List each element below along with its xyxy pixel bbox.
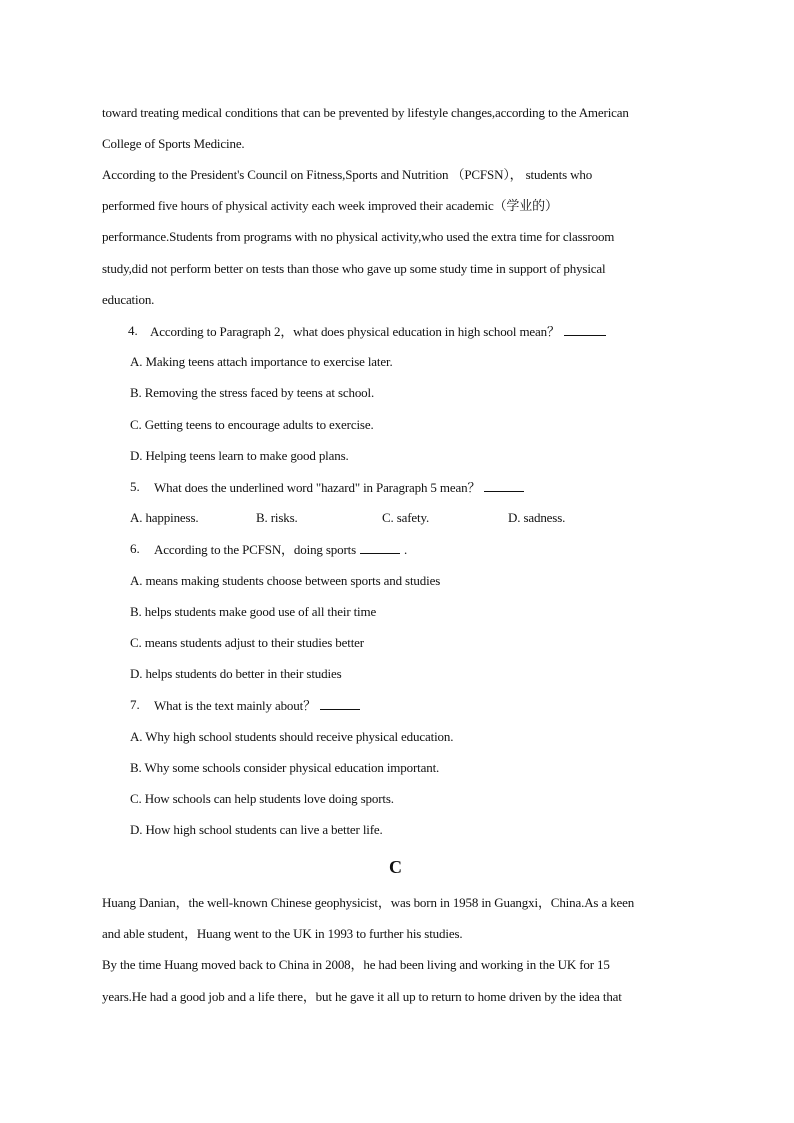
question-prompt: According to the PCFSN，doing sports — [154, 542, 357, 557]
question-text — [150, 322, 606, 341]
passage-line: years.He had a good job and a life there，but he gave it all up to return to home driven by the idea that — [102, 989, 622, 1004]
option-b: B. helps students make good use of all their time — [130, 604, 377, 619]
option-b: B. risks. — [256, 510, 298, 525]
answer-blank[interactable] — [360, 540, 400, 554]
option-c: C. means students adjust to their studies better — [130, 635, 364, 650]
passage-line: College of Sports Medicine. — [102, 136, 245, 151]
question-text — [154, 696, 360, 715]
passage-line: performed five hours of physical activity each week improved their academic（学业的） — [102, 198, 558, 213]
option-b: B. Removing the stress faced by teens at school. — [130, 385, 375, 400]
passage-line: performance.Students from programs with no physical activity,who used the extra time for classroom — [102, 229, 615, 244]
option-a: A. happiness. — [130, 510, 199, 525]
option-c: C. Getting teens to encourage adults to exercise. — [130, 417, 374, 432]
option-d: D. helps students do better in their studies — [130, 666, 342, 681]
passage-line: toward treating medical conditions that can be prevented by lifestyle changes,according to the American — [102, 105, 629, 120]
question-text — [154, 478, 524, 497]
passage-line: education. — [102, 292, 155, 307]
question-suffix: . — [404, 542, 408, 557]
option-a: A. Why high school students should receive physical education. — [130, 729, 454, 744]
option-c: C. safety. — [382, 510, 430, 525]
question-number: 6. — [130, 541, 140, 556]
option-d: D. Helping teens learn to make good plans. — [130, 448, 349, 463]
passage-line: study,did not perform better on tests than those who gave up some study time in support of physical — [102, 261, 606, 276]
option-d: D. sadness. — [508, 510, 566, 525]
answer-blank[interactable] — [564, 322, 606, 336]
option-a: A. Making teens attach importance to exercise later. — [130, 354, 393, 369]
option-c: C. How schools can help students love doing sports. — [130, 791, 394, 806]
option-d: D. How high school students can live a better life. — [130, 822, 383, 837]
passage-line: and able student，Huang went to the UK in 1993 to further his studies. — [102, 926, 463, 941]
answer-blank[interactable] — [484, 478, 524, 492]
option-a: A. means making students choose between sports and studies — [130, 573, 441, 588]
question-number: 4. — [128, 323, 138, 338]
passage-line: According to the President's Council on Fitness,Sports and Nutrition （PCFSN）， students who — [102, 167, 593, 182]
question-number: 5. — [130, 479, 140, 494]
answer-blank[interactable] — [320, 696, 360, 710]
section-title: C — [389, 857, 402, 877]
option-b: B. Why some schools consider physical education important. — [130, 760, 440, 775]
passage-line: By the time Huang moved back to China in 2008，he had been living and working in the UK for 15 — [102, 957, 610, 972]
passage-line: Huang Danian，the well-known Chinese geophysicist，was born in 1958 in Guangxi，China.As a keen — [102, 895, 635, 910]
question-prompt: According to Paragraph 2，what does physical education in high school mean？ — [150, 324, 560, 339]
question-number: 7. — [130, 697, 140, 712]
question-prompt: What does the underlined word "hazard" in Paragraph 5 mean？ — [154, 480, 481, 495]
question-prompt: What is the text mainly about？ — [154, 698, 316, 713]
question-text — [154, 540, 407, 559]
